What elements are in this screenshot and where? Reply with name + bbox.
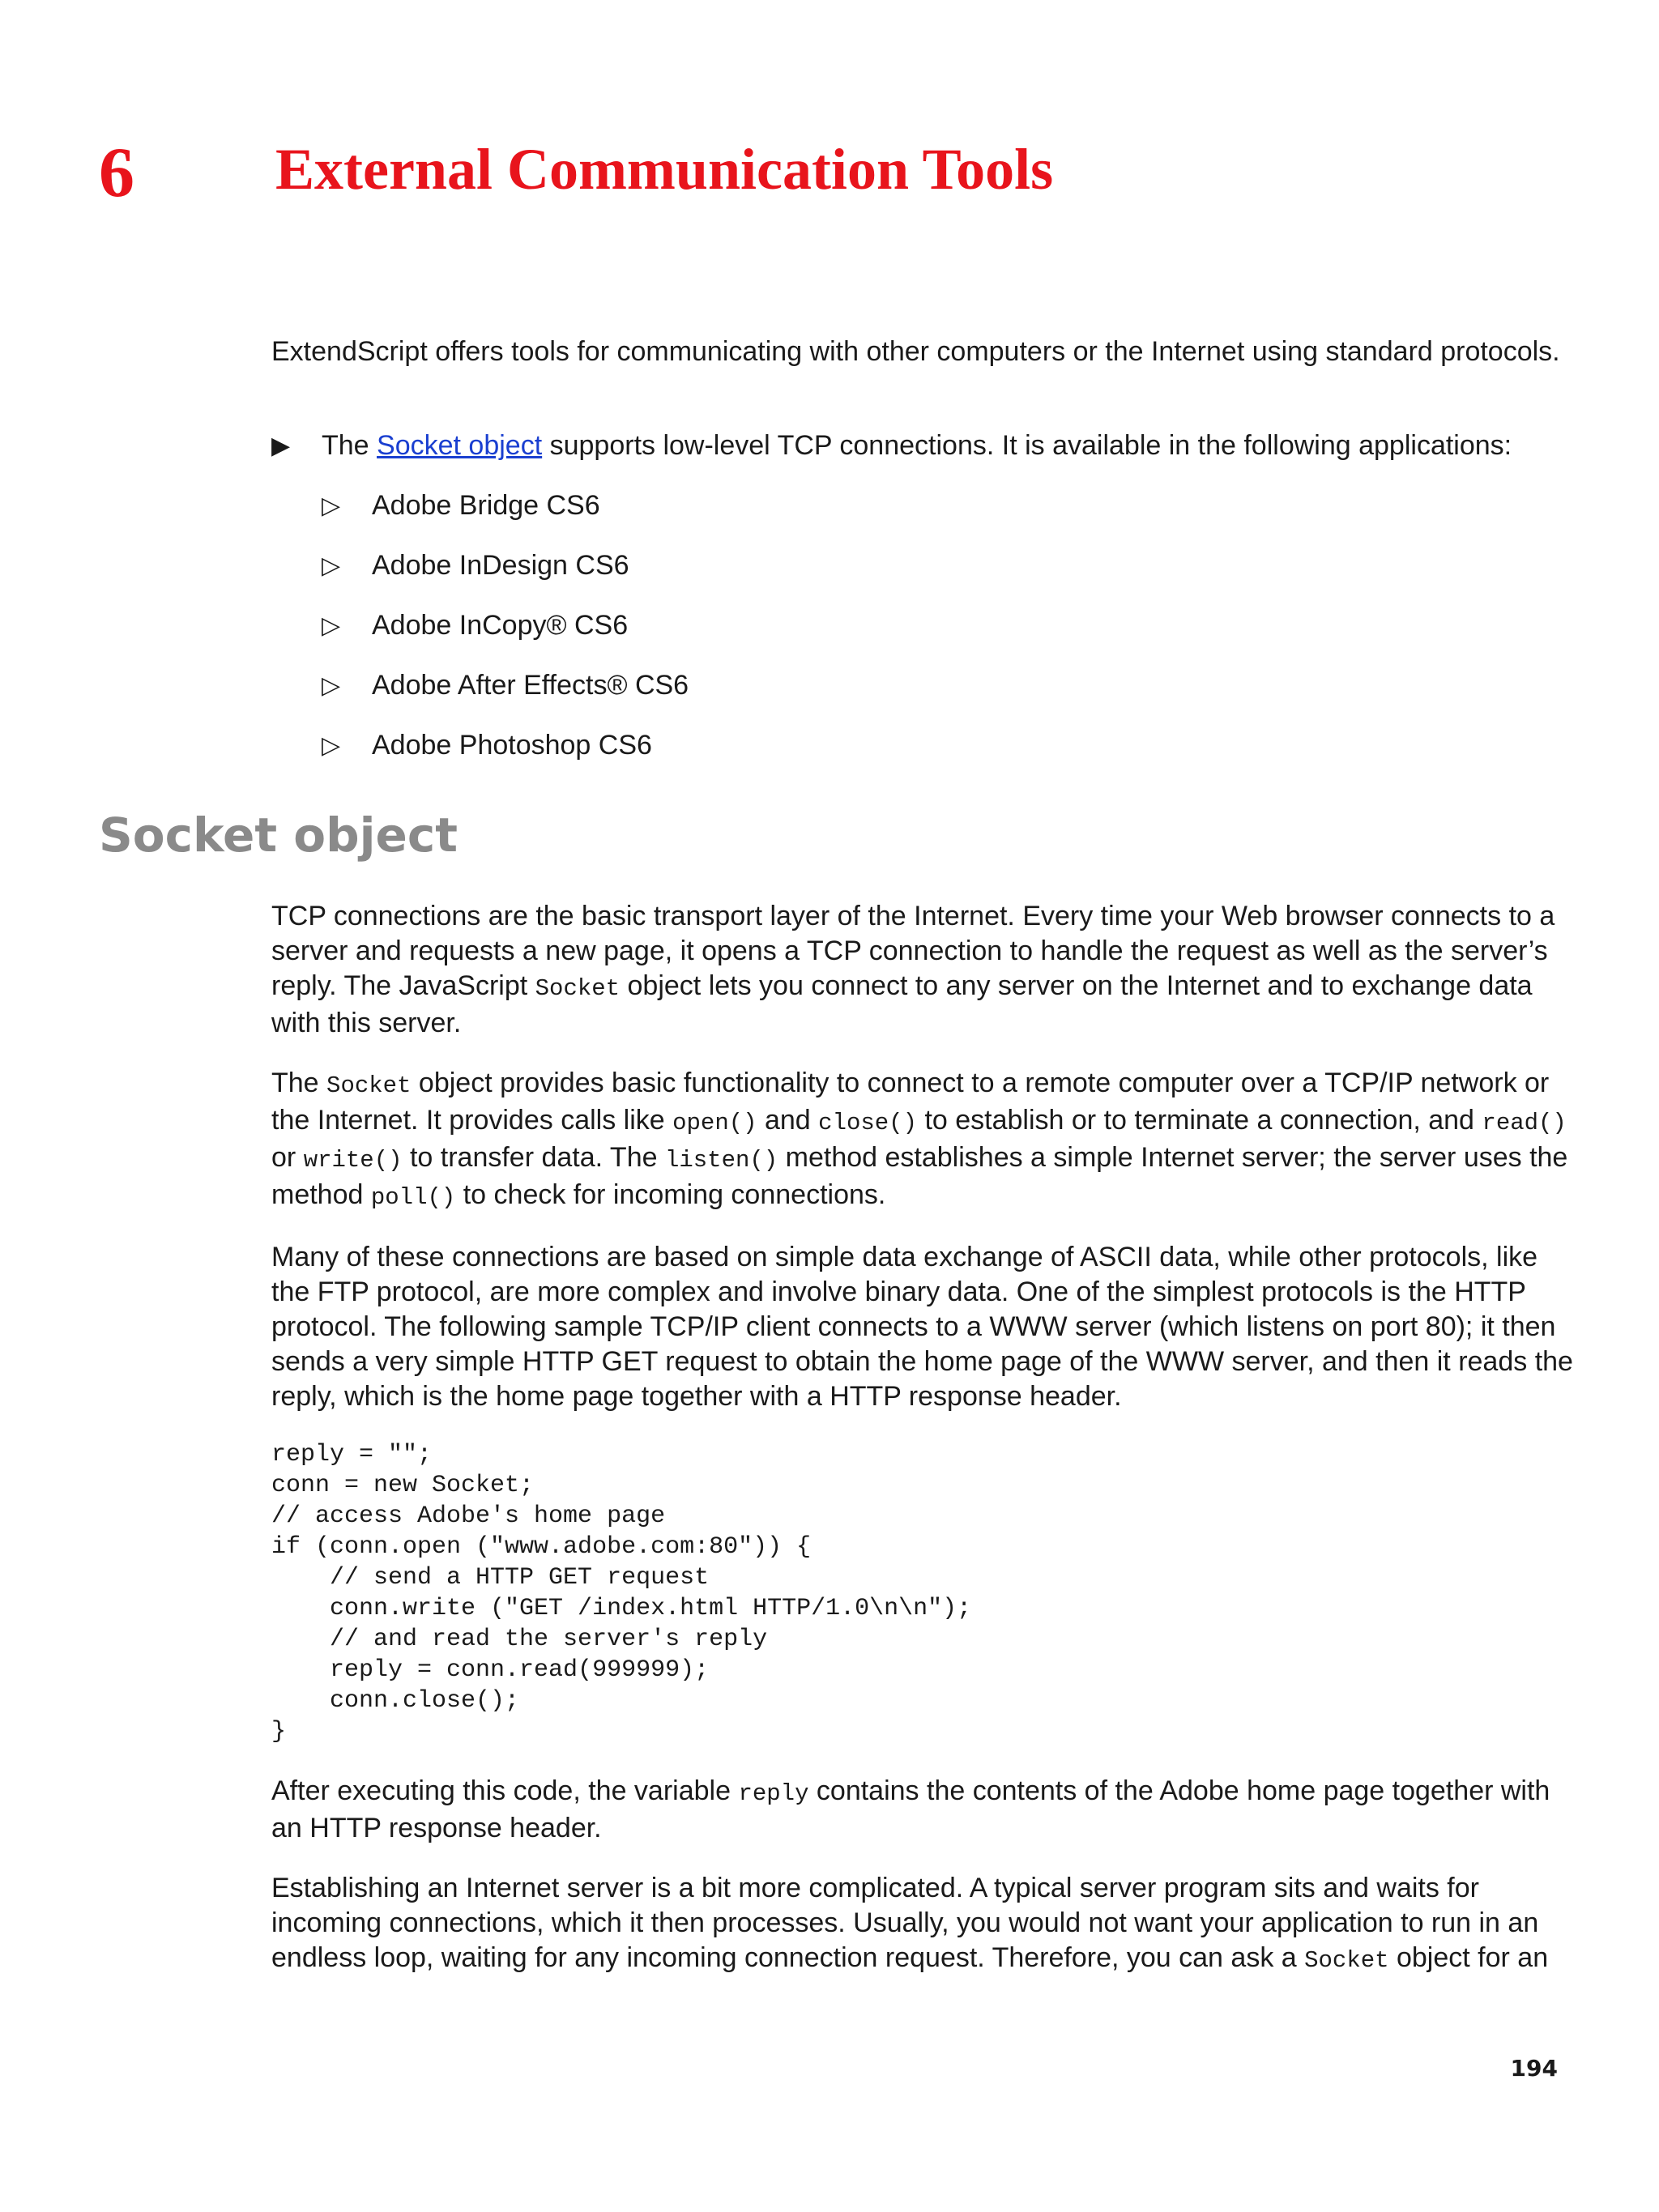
text-run: The	[271, 1068, 327, 1098]
app-name: Adobe After Effects® CS6	[372, 670, 689, 701]
inline-code: poll()	[370, 1184, 456, 1211]
chapter-title: External Communication Tools	[275, 137, 1054, 202]
socket-object-link[interactable]: Socket object	[377, 430, 543, 461]
text-run: and	[757, 1105, 819, 1136]
text-run: method establishes a simple Internet server; the server uses the method	[271, 1142, 1568, 1210]
inline-code: Socket	[326, 1072, 412, 1099]
inline-code: read()	[1482, 1110, 1567, 1136]
bullet-arrow-icon: ▶	[271, 433, 291, 459]
app-name: Adobe Photoshop CS6	[372, 730, 652, 761]
application-list	[322, 488, 1456, 788]
sub-bullet-icon: ▷	[322, 732, 341, 759]
text-run: object lets you connect to any server on the Internet and to exchange data with this server.	[271, 970, 1533, 1038]
section-body	[271, 899, 1576, 2003]
sub-bullet-icon: ▷	[322, 672, 341, 699]
app-name: Adobe Bridge CS6	[372, 490, 600, 521]
bullet-socket	[271, 428, 1567, 463]
section-heading: Socket object	[99, 808, 458, 863]
paragraph-tcp-intro	[271, 899, 1576, 1041]
text-run: TCP connections are the basic transport layer of the Internet. Every time your Web browser connects to a server and requests a new page, it opens a TCP connection to handle the request as well as the server’s reply. The JavaScript	[271, 901, 1555, 1001]
page-number: 194	[1510, 2055, 1558, 2082]
inline-code: close()	[818, 1110, 917, 1136]
bullet-suffix: supports low-level TCP connections. It is available in the following applications:	[542, 430, 1512, 461]
text-run: to transfer data. The	[402, 1142, 665, 1173]
inline-code: open()	[672, 1110, 757, 1136]
inline-code: reply	[738, 1780, 809, 1807]
app-name: Adobe InDesign CS6	[372, 550, 629, 581]
text-run: Establishing an Internet server is a bit more complicated. A typical server program sits and waits for incoming connections, which it then processes. Usually, you would not want your application to run in an endless loop, waiting for any incoming connection request. Therefore, you can ask a	[271, 1873, 1539, 1973]
text-run: contains the contents of the Adobe home page together with an HTTP response header.	[271, 1775, 1550, 1843]
app-name: Adobe InCopy® CS6	[372, 610, 629, 641]
paragraph-reply-result	[271, 1774, 1576, 1846]
text-run: object for an	[1388, 1942, 1549, 1973]
list-item	[322, 548, 1456, 608]
paragraph-protocols: Many of these connections are based on simple data exchange of ASCII data, while other protocols, like the FTP protocol, are more complex and involve binary data. One of the simplest protocols is the HTTP protocol. The following sample TCP/IP client connects to a WWW server (which listens on port 80); it then sends a very simple HTTP GET request to obtain the home page of the WWW server, and then it reads the reply, which is the home page together with a HTTP response header.	[271, 1242, 1573, 1412]
text-run: After executing this code, the variable	[271, 1775, 739, 1806]
inline-code: write()	[303, 1147, 403, 1174]
text-run: or	[271, 1142, 304, 1173]
list-item	[322, 608, 1456, 668]
text-run: to check for incoming connections.	[455, 1179, 886, 1210]
list-item	[322, 668, 1456, 728]
code-sample: reply = ""; conn = new Socket; // access Adobe's home page if (conn.open ("www.adobe.com:80")) { // send a HTTP GET request conn.write ("GET /index.html HTTP/1.0\n\n"); // and read the server's reply reply = conn.read(999999); conn.close(); }	[271, 1441, 972, 1745]
list-item	[322, 488, 1456, 548]
text-run: object provides basic functionality to connect to a remote computer over a TCP/IP network or the Internet. It provides calls like	[271, 1068, 1550, 1136]
paragraph-server	[271, 1871, 1576, 1978]
inline-code: Socket	[1304, 1947, 1389, 1974]
text-run: to establish or to terminate a connection, and	[917, 1105, 1482, 1136]
inline-code: Socket	[535, 975, 621, 1002]
sub-bullet-icon: ▷	[322, 552, 341, 579]
intro-paragraph: ExtendScript offers tools for communicating with other computers or the Internet using standard protocols.	[271, 336, 1560, 367]
bullet-text	[322, 428, 1512, 463]
sub-bullet-icon: ▷	[322, 612, 341, 639]
list-item	[322, 728, 1456, 788]
paragraph-socket-functions	[271, 1066, 1576, 1215]
sub-bullet-icon: ▷	[322, 492, 341, 519]
chapter-number: 6	[99, 134, 134, 212]
bullet-prefix: The	[322, 430, 377, 461]
inline-code: listen()	[664, 1147, 778, 1174]
